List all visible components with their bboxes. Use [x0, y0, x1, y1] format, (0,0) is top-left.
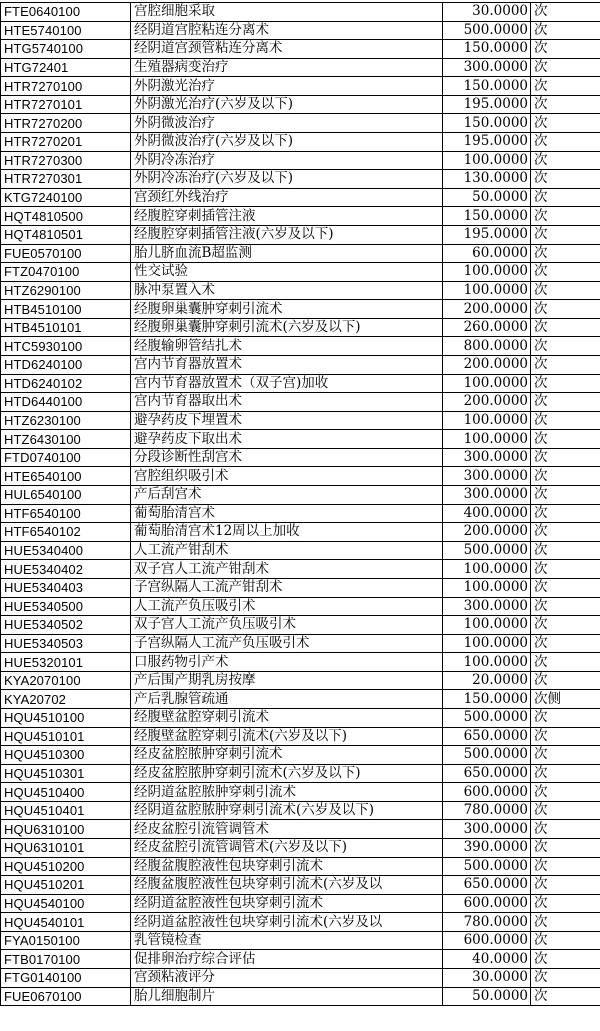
item-unit-cell: 次 [531, 616, 600, 635]
item-code-cell: FTB0170100 [1, 950, 131, 969]
item-name-cell: 外阴激光治疗 [131, 77, 443, 96]
item-unit-cell: 次 [531, 95, 600, 114]
price-table-body [1, 3, 600, 1006]
table-row [1, 337, 600, 356]
item-unit-cell: 次 [531, 411, 600, 430]
item-name-cell: 子宫纵隔人工流产负压吸引术 [131, 634, 443, 653]
table-row [1, 21, 600, 40]
item-name-cell: 经阴道宫腔粘连分离术 [131, 21, 443, 40]
item-name-cell: 避孕药皮下取出术 [131, 430, 443, 449]
item-price-cell: 50.0000 [443, 987, 531, 1006]
item-name-cell: 双子宫人工流产负压吸引术 [131, 616, 443, 635]
item-name-cell: 葡萄胎清宫术12周以上加收 [131, 523, 443, 542]
item-name-cell: 子宫纵隔人工流产钳刮术 [131, 578, 443, 597]
item-price-cell: 195.0000 [443, 95, 531, 114]
item-code-cell: HQU4510101 [1, 727, 131, 746]
item-name-cell: 口服药物引产术 [131, 653, 443, 672]
item-name-cell: 经腹壁盆腔穿刺引流术(六岁及以下) [131, 727, 443, 746]
item-code-cell: HQU4510200 [1, 857, 131, 876]
item-name-cell: 外阴冷冻治疗 [131, 151, 443, 170]
item-code-cell: HQU4510301 [1, 764, 131, 783]
item-unit-cell: 次 [531, 244, 600, 263]
item-unit-cell: 次 [531, 355, 600, 374]
table-row [1, 114, 600, 133]
item-unit-cell: 次 [531, 114, 600, 133]
item-price-cell: 300.0000 [443, 597, 531, 616]
item-price-cell: 650.0000 [443, 727, 531, 746]
item-code-cell: HTB4510101 [1, 318, 131, 337]
item-code-cell: HTB4510100 [1, 300, 131, 319]
table-row [1, 430, 600, 449]
item-unit-cell: 次 [531, 393, 600, 412]
item-code-cell: HTZ6230100 [1, 411, 131, 430]
item-price-cell: 100.0000 [443, 281, 531, 300]
item-code-cell: HTE5740100 [1, 21, 131, 40]
item-name-cell: 人工流产钳刮术 [131, 541, 443, 560]
item-price-cell: 100.0000 [443, 653, 531, 672]
table-row [1, 597, 600, 616]
table-row [1, 708, 600, 727]
item-unit-cell: 次 [531, 448, 600, 467]
table-row [1, 653, 600, 672]
price-table [0, 2, 600, 1006]
item-name-cell: 双子宫人工流产钳刮术 [131, 560, 443, 579]
item-unit-cell: 次 [531, 560, 600, 579]
item-code-cell: HUE5320101 [1, 653, 131, 672]
item-price-cell: 400.0000 [443, 504, 531, 523]
item-price-cell: 500.0000 [443, 541, 531, 560]
item-code-cell: HTD6440100 [1, 393, 131, 412]
table-row [1, 560, 600, 579]
item-code-cell: HTE6540100 [1, 467, 131, 486]
item-name-cell: 人工流产负压吸引术 [131, 597, 443, 616]
item-code-cell: HUE5340500 [1, 597, 131, 616]
item-unit-cell: 次 [531, 671, 600, 690]
item-name-cell: 经腹壁盆腔穿刺引流术 [131, 708, 443, 727]
item-unit-cell: 次 [531, 225, 600, 244]
item-code-cell: HUE5340502 [1, 616, 131, 635]
item-unit-cell: 次 [531, 931, 600, 950]
item-price-cell: 100.0000 [443, 263, 531, 282]
item-unit-cell: 次 [531, 541, 600, 560]
item-name-cell: 经腹盆腹腔液性包块穿刺引流术 [131, 857, 443, 876]
item-price-cell: 300.0000 [443, 820, 531, 839]
item-unit-cell: 次 [531, 801, 600, 820]
item-price-cell: 150.0000 [443, 40, 531, 59]
table-row [1, 244, 600, 263]
item-price-cell: 150.0000 [443, 114, 531, 133]
item-price-cell: 650.0000 [443, 764, 531, 783]
item-unit-cell: 次 [531, 3, 600, 22]
item-price-cell: 300.0000 [443, 467, 531, 486]
item-price-cell: 195.0000 [443, 133, 531, 152]
item-code-cell: KTG7240100 [1, 188, 131, 207]
item-code-cell: HQU6310100 [1, 820, 131, 839]
item-code-cell: FYA0150100 [1, 931, 131, 950]
item-unit-cell: 次 [531, 504, 600, 523]
item-code-cell: HTG5740100 [1, 40, 131, 59]
item-code-cell: HQU4540100 [1, 894, 131, 913]
item-name-cell: 分段诊断性刮宫术 [131, 448, 443, 467]
item-unit-cell: 次 [531, 151, 600, 170]
item-unit-cell: 次 [531, 263, 600, 282]
item-price-cell: 100.0000 [443, 151, 531, 170]
table-row [1, 783, 600, 802]
item-unit-cell: 次 [531, 634, 600, 653]
item-price-cell: 500.0000 [443, 746, 531, 765]
table-row [1, 151, 600, 170]
item-unit-cell: 次 [531, 857, 600, 876]
table-row [1, 523, 600, 542]
item-code-cell: HTZ6290100 [1, 281, 131, 300]
item-price-cell: 20.0000 [443, 671, 531, 690]
table-row [1, 448, 600, 467]
item-code-cell: HTD6240102 [1, 374, 131, 393]
item-unit-cell: 次 [531, 523, 600, 542]
item-unit-cell: 次 [531, 467, 600, 486]
item-price-cell: 100.0000 [443, 578, 531, 597]
item-unit-cell: 次 [531, 820, 600, 839]
item-price-cell: 150.0000 [443, 690, 531, 709]
table-row [1, 300, 600, 319]
item-code-cell: HQU4510401 [1, 801, 131, 820]
item-price-cell: 30.0000 [443, 969, 531, 988]
table-row [1, 950, 600, 969]
table-row [1, 467, 600, 486]
item-price-cell: 300.0000 [443, 58, 531, 77]
table-row [1, 541, 600, 560]
item-unit-cell: 次 [531, 58, 600, 77]
table-row [1, 95, 600, 114]
item-code-cell: FTG0140100 [1, 969, 131, 988]
item-unit-cell: 次 [531, 764, 600, 783]
table-row [1, 671, 600, 690]
table-row [1, 40, 600, 59]
table-row [1, 616, 600, 635]
item-name-cell: 脉冲泵置入术 [131, 281, 443, 300]
item-code-cell: HQU6310101 [1, 839, 131, 858]
item-code-cell: HQU4510100 [1, 708, 131, 727]
item-code-cell: HQT4810501 [1, 225, 131, 244]
item-code-cell: HTR7270300 [1, 151, 131, 170]
item-unit-cell: 次 [531, 318, 600, 337]
item-name-cell: 产后刮宫术 [131, 486, 443, 505]
item-unit-cell: 次 [531, 21, 600, 40]
item-unit-cell: 次 [531, 281, 600, 300]
item-name-cell: 宫内节育器放置术（双子宫)加收 [131, 374, 443, 393]
item-name-cell: 性交试验 [131, 263, 443, 282]
item-code-cell: HTR7270201 [1, 133, 131, 152]
item-price-cell: 40.0000 [443, 950, 531, 969]
item-unit-cell: 次 [531, 894, 600, 913]
item-unit-cell: 次 [531, 597, 600, 616]
item-name-cell: 宫内节育器取出术 [131, 393, 443, 412]
item-price-cell: 200.0000 [443, 393, 531, 412]
table-row [1, 3, 600, 22]
table-row [1, 931, 600, 950]
item-code-cell: HTR7270200 [1, 114, 131, 133]
item-price-cell: 500.0000 [443, 708, 531, 727]
item-price-cell: 600.0000 [443, 783, 531, 802]
item-unit-cell: 次 [531, 653, 600, 672]
item-price-cell: 100.0000 [443, 634, 531, 653]
item-code-cell: HQU4510400 [1, 783, 131, 802]
table-row [1, 857, 600, 876]
item-name-cell: 避孕药皮下埋置术 [131, 411, 443, 430]
item-price-cell: 100.0000 [443, 430, 531, 449]
item-code-cell: FUE0570100 [1, 244, 131, 263]
item-unit-cell: 次 [531, 486, 600, 505]
item-price-cell: 30.0000 [443, 3, 531, 22]
item-price-cell: 150.0000 [443, 77, 531, 96]
item-price-cell: 600.0000 [443, 931, 531, 950]
item-price-cell: 650.0000 [443, 876, 531, 895]
table-row [1, 504, 600, 523]
item-code-cell: HUL6540100 [1, 486, 131, 505]
item-code-cell: HTF6540102 [1, 523, 131, 542]
item-code-cell: FTE0640100 [1, 3, 131, 22]
table-row [1, 746, 600, 765]
table-row [1, 727, 600, 746]
item-name-cell: 经腹盆腹腔液性包块穿刺引流术(六岁及以 [131, 876, 443, 895]
item-price-cell: 150.0000 [443, 207, 531, 226]
item-name-cell: 经皮盆腔引流管调管术(六岁及以下) [131, 839, 443, 858]
item-unit-cell: 次 [531, 133, 600, 152]
item-unit-cell: 次 [531, 987, 600, 1006]
item-name-cell: 经腹腔穿刺插管注液 [131, 207, 443, 226]
item-name-cell: 宫腔细胞采取 [131, 3, 443, 22]
item-price-cell: 780.0000 [443, 913, 531, 932]
item-price-cell: 390.0000 [443, 839, 531, 858]
item-code-cell: HTC5930100 [1, 337, 131, 356]
item-price-cell: 260.0000 [443, 318, 531, 337]
item-name-cell: 宫内节育器放置术 [131, 355, 443, 374]
item-code-cell: HQU4540101 [1, 913, 131, 932]
item-price-cell: 200.0000 [443, 355, 531, 374]
item-unit-cell: 次 [531, 430, 600, 449]
item-unit-cell: 次 [531, 746, 600, 765]
item-unit-cell: 次 [531, 783, 600, 802]
table-row [1, 393, 600, 412]
item-code-cell: HQU4510201 [1, 876, 131, 895]
table-row [1, 318, 600, 337]
item-unit-cell: 次 [531, 969, 600, 988]
item-code-cell: HUE5340403 [1, 578, 131, 597]
item-price-cell: 300.0000 [443, 486, 531, 505]
table-row [1, 764, 600, 783]
item-price-cell: 800.0000 [443, 337, 531, 356]
item-name-cell: 经皮盆腔脓肿穿刺引流术(六岁及以下) [131, 764, 443, 783]
item-code-cell: FTZ0470100 [1, 263, 131, 282]
item-unit-cell: 次 [531, 913, 600, 932]
table-row [1, 207, 600, 226]
table-row [1, 58, 600, 77]
item-name-cell: 宫颈粘液评分 [131, 969, 443, 988]
item-code-cell: HQT4810500 [1, 207, 131, 226]
table-row [1, 987, 600, 1006]
table-row [1, 133, 600, 152]
item-price-cell: 500.0000 [443, 857, 531, 876]
table-row [1, 77, 600, 96]
table-row [1, 263, 600, 282]
table-row [1, 634, 600, 653]
item-price-cell: 60.0000 [443, 244, 531, 263]
item-code-cell: HTG72401 [1, 58, 131, 77]
item-price-cell: 780.0000 [443, 801, 531, 820]
item-price-cell: 100.0000 [443, 560, 531, 579]
item-unit-cell: 次 [531, 40, 600, 59]
table-row [1, 374, 600, 393]
item-name-cell: 经阴道宫颈管粘连分离术 [131, 40, 443, 59]
item-name-cell: 促排卵治疗综合评估 [131, 950, 443, 969]
item-unit-cell: 次 [531, 727, 600, 746]
item-unit-cell: 次 [531, 170, 600, 189]
item-price-cell: 100.0000 [443, 411, 531, 430]
item-price-cell: 300.0000 [443, 448, 531, 467]
item-name-cell: 经腹腔穿刺插管注液(六岁及以下) [131, 225, 443, 244]
item-name-cell: 宫腔组织吸引术 [131, 467, 443, 486]
item-unit-cell: 次 [531, 188, 600, 207]
item-name-cell: 经阴道盆腔脓肿穿刺引流术(六岁及以下) [131, 801, 443, 820]
item-name-cell: 经阴道盆腔液性包块穿刺引流术(六岁及以 [131, 913, 443, 932]
table-row [1, 188, 600, 207]
item-price-cell: 500.0000 [443, 21, 531, 40]
item-code-cell: HQU4510300 [1, 746, 131, 765]
item-name-cell: 葡萄胎清宫术 [131, 504, 443, 523]
item-name-cell: 产后围产期乳房按摩 [131, 671, 443, 690]
item-name-cell: 胎儿脐血流B超监测 [131, 244, 443, 263]
item-code-cell: KYA2070100 [1, 671, 131, 690]
item-code-cell: FUE0670100 [1, 987, 131, 1006]
item-code-cell: FTD0740100 [1, 448, 131, 467]
item-code-cell: HTD6240100 [1, 355, 131, 374]
table-row [1, 876, 600, 895]
item-price-cell: 100.0000 [443, 616, 531, 635]
item-code-cell: HUE5340400 [1, 541, 131, 560]
item-name-cell: 胎儿细胞制片 [131, 987, 443, 1006]
item-price-cell: 100.0000 [443, 374, 531, 393]
table-row [1, 411, 600, 430]
item-name-cell: 生殖器病变治疗 [131, 58, 443, 77]
item-unit-cell: 次 [531, 578, 600, 597]
table-row [1, 690, 600, 709]
table-row [1, 839, 600, 858]
item-name-cell: 乳管镜检查 [131, 931, 443, 950]
item-name-cell: 经阴道盆腔脓肿穿刺引流术 [131, 783, 443, 802]
item-price-cell: 130.0000 [443, 170, 531, 189]
item-name-cell: 经腹卵巢囊肿穿刺引流术 [131, 300, 443, 319]
item-code-cell: HTR7270100 [1, 77, 131, 96]
table-row [1, 225, 600, 244]
item-name-cell: 外阴冷冻治疗(六岁及以下) [131, 170, 443, 189]
item-code-cell: HTF6540100 [1, 504, 131, 523]
item-name-cell: 经皮盆腔引流管调管术 [131, 820, 443, 839]
item-unit-cell: 次 [531, 77, 600, 96]
table-row [1, 820, 600, 839]
item-unit-cell: 次 [531, 374, 600, 393]
item-code-cell: HTR7270101 [1, 95, 131, 114]
table-row [1, 486, 600, 505]
item-unit-cell: 次 [531, 839, 600, 858]
item-unit-cell: 次侧 [531, 690, 600, 709]
item-unit-cell: 次 [531, 300, 600, 319]
item-name-cell: 经腹输卵管结扎术 [131, 337, 443, 356]
item-unit-cell: 次 [531, 207, 600, 226]
item-name-cell: 外阴微波治疗(六岁及以下) [131, 133, 443, 152]
table-row [1, 281, 600, 300]
table-row [1, 355, 600, 374]
item-price-cell: 200.0000 [443, 300, 531, 319]
item-code-cell: HTR7270301 [1, 170, 131, 189]
item-code-cell: HTZ6430100 [1, 430, 131, 449]
item-unit-cell: 次 [531, 337, 600, 356]
item-name-cell: 经阴道盆腔液性包块穿刺引流术 [131, 894, 443, 913]
item-price-cell: 600.0000 [443, 894, 531, 913]
item-name-cell: 产后乳腺管疏通 [131, 690, 443, 709]
item-name-cell: 经皮盆腔脓肿穿刺引流术 [131, 746, 443, 765]
item-unit-cell: 次 [531, 708, 600, 727]
item-code-cell: HUE5340402 [1, 560, 131, 579]
item-unit-cell: 次 [531, 876, 600, 895]
item-price-cell: 200.0000 [443, 523, 531, 542]
item-unit-cell: 次 [531, 950, 600, 969]
item-price-cell: 50.0000 [443, 188, 531, 207]
item-name-cell: 外阴激光治疗(六岁及以下) [131, 95, 443, 114]
item-name-cell: 经腹卵巢囊肿穿刺引流术(六岁及以下) [131, 318, 443, 337]
table-row [1, 913, 600, 932]
table-row [1, 801, 600, 820]
item-code-cell: HUE5340503 [1, 634, 131, 653]
item-name-cell: 外阴微波治疗 [131, 114, 443, 133]
item-code-cell: KYA20702 [1, 690, 131, 709]
table-row [1, 969, 600, 988]
item-price-cell: 195.0000 [443, 225, 531, 244]
table-row [1, 578, 600, 597]
item-name-cell: 宫颈红外线治疗 [131, 188, 443, 207]
table-row [1, 894, 600, 913]
table-row [1, 170, 600, 189]
